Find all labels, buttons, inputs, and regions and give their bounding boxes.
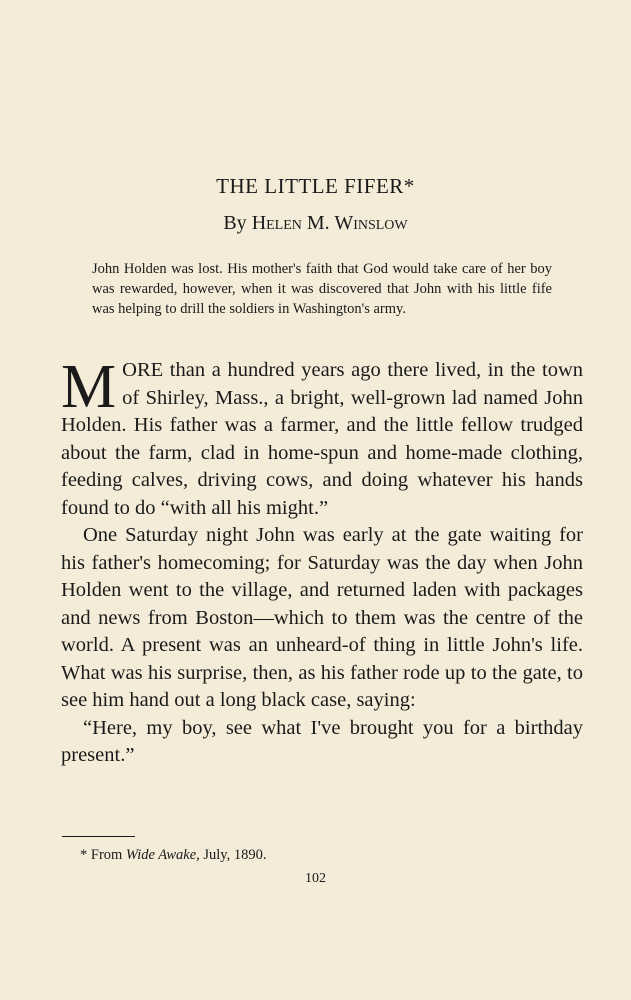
footnote-source: Wide Awake [125,847,197,863]
chapter-body [61,353,583,770]
author-name: Helen M. Winslow [251,212,408,234]
author-prefix: By [223,212,252,234]
footnote-suffix: , July, 1890. [196,847,267,863]
drop-cap: M [61,353,117,421]
body-paragraph-2: One Saturday night John was early at the gate waiting for his father's homecoming; for Saturday was the day when John Holden went to the village, and returned laden with packages and news from Boston—which to them was the centre of the world. A present was an unheard-of thing in little John's life. What was his surprise, then, as his father rode up to the gate, to see him hand out a long black case, saying: [61,524,583,711]
chapter-title: THE LITTLE FIFER* [216,174,415,198]
body-paragraph-1 [61,353,583,522]
footnote [80,845,267,865]
footnote-rule [62,836,135,837]
footnote-prefix: * From [80,847,126,863]
chapter-author [0,210,631,236]
page-number: 102 [305,871,326,886]
chapter-summary: John Holden was lost. His mother's faith that God would take care of her boy was rewarded, however, when it was discovered that John with his little fife was helping to drill the soldiers in Washington's army. [92,261,552,317]
body-paragraph-3: “Here, my boy, see what I've brought you for a birthday present.” [61,716,583,766]
paragraph-1-text: ORE than a hundred years ago there lived, in the town of Shirley, Mass., a bright, well-grown lad named John Holden. His father was a farmer, and the little fellow trudged about the farm, clad in home-spun and home-made clothing, feeding calves, driving cows, and doing whatever his hands found to do “with all his might.” [61,359,583,519]
